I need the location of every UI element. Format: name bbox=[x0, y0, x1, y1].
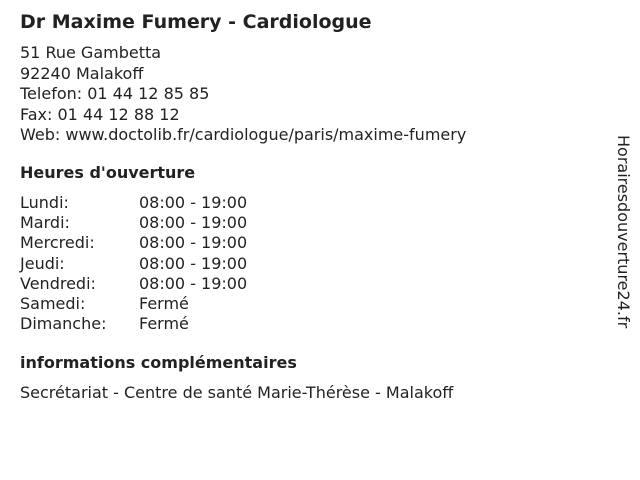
additional-info-text: Secrétariat - Centre de santé Marie-Thérèse - Malakoff bbox=[20, 383, 454, 402]
day-hours: Fermé bbox=[139, 314, 189, 334]
day-hours: 08:00 - 19:00 bbox=[139, 213, 248, 233]
fax-number: Fax: 01 44 12 88 12 bbox=[20, 104, 180, 124]
day-label: Samedi: bbox=[20, 293, 86, 313]
hours-row-friday bbox=[20, 274, 247, 294]
day-hours: 08:00 - 19:00 bbox=[139, 193, 248, 212]
day-label: Jeudi: bbox=[20, 253, 65, 273]
additional-info-heading: informations complémentaires bbox=[20, 353, 297, 372]
day-label: Mercredi: bbox=[20, 233, 95, 253]
hours-row-wednesday bbox=[20, 233, 247, 253]
hours-row-tuesday bbox=[20, 213, 247, 233]
opening-hours-table bbox=[20, 193, 247, 334]
day-hours: 08:00 - 19:00 bbox=[139, 253, 248, 273]
day-hours: 08:00 - 19:00 bbox=[139, 273, 248, 293]
hours-row-monday bbox=[20, 193, 247, 213]
page-title: Dr Maxime Fumery - Cardiologue bbox=[20, 11, 372, 33]
hours-row-saturday bbox=[20, 294, 247, 314]
site-watermark: Horairesdouverture24.fr bbox=[614, 135, 633, 329]
contact-block bbox=[20, 43, 466, 146]
opening-hours-heading: Heures d'ouverture bbox=[20, 163, 196, 182]
hours-row-sunday bbox=[20, 314, 247, 334]
day-label: Lundi: bbox=[20, 193, 69, 212]
day-hours: Fermé bbox=[139, 293, 189, 313]
city-postal: 92240 Malakoff bbox=[20, 63, 144, 83]
day-hours: 08:00 - 19:00 bbox=[139, 233, 248, 253]
day-label: Mardi: bbox=[20, 213, 70, 233]
day-label: Dimanche: bbox=[20, 314, 107, 334]
street-address: 51 Rue Gambetta bbox=[20, 43, 162, 62]
phone-number: Telefon: 01 44 12 85 85 bbox=[20, 84, 210, 103]
website-link[interactable]: Web: www.doctolib.fr/cardiologue/paris/maxime-fumery bbox=[20, 125, 467, 144]
day-label: Vendredi: bbox=[20, 273, 96, 293]
hours-row-thursday bbox=[20, 254, 247, 274]
